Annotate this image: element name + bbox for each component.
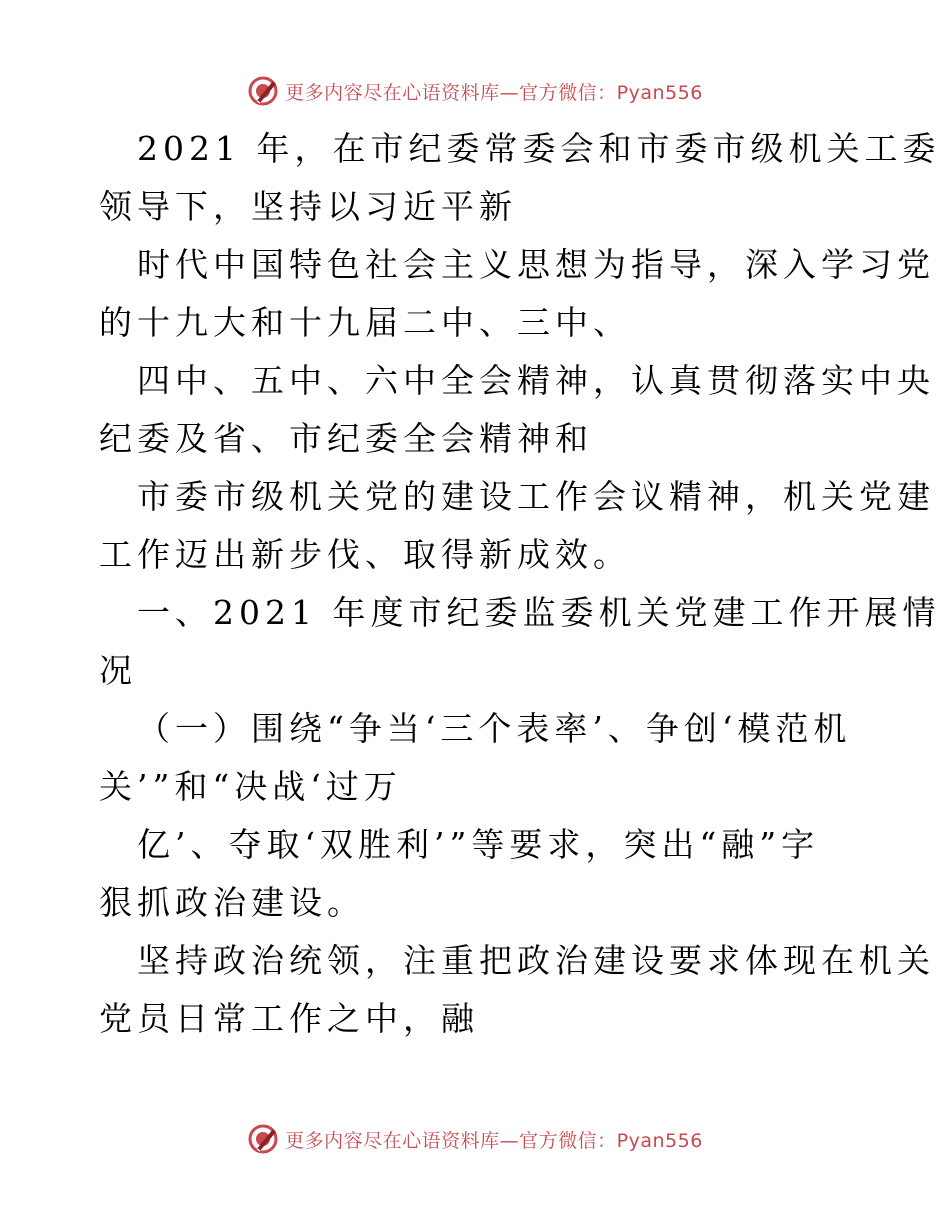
- text-line: 市委市级机关党的建设工作会议精神，机关党建: [137, 477, 935, 516]
- subsection-heading-cont: [99, 816, 859, 932]
- text-line: 纪委及省、市纪委全会精神和: [99, 419, 593, 458]
- text-line: 领导下，坚持以习近平新: [99, 187, 517, 226]
- header-watermark: [0, 71, 950, 111]
- pen-logo-icon: [247, 1123, 279, 1155]
- text-line: 的十九大和十九届二中、三中、: [99, 303, 631, 342]
- paragraph: [99, 352, 935, 468]
- text-line: 亿’、夺取‘双胜利’”等要求，突出“融”字: [137, 825, 820, 864]
- watermark-text: 更多内容尽在心语资料库—官方微信：Pyan556: [285, 81, 703, 104]
- paragraph: [99, 236, 935, 352]
- section-heading: [99, 584, 941, 700]
- text-line: 党员日常工作之中，融: [99, 999, 479, 1038]
- text-line: （一）围绕“争当‘三个表率’、争创‘模范机: [137, 709, 852, 748]
- text-line: 四中、五中、六中全会精神，认真贯彻落实中央: [137, 361, 935, 400]
- paragraph: [99, 932, 935, 1048]
- text-line: 况: [99, 651, 137, 690]
- text-line: 关’”和“决战‘过万: [99, 767, 402, 806]
- footer-watermark: [0, 1119, 950, 1159]
- document-body: [99, 120, 941, 1048]
- text-line: 工作迈出新步伐、取得新成效。: [99, 535, 631, 574]
- text-line: 2021 年，在市纪委常委会和市委市级机关工委: [137, 129, 941, 168]
- paragraph: [99, 120, 941, 236]
- text-line: 一、2021 年度市纪委监委机关党建工作开展情: [137, 593, 941, 632]
- watermark-text: 更多内容尽在心语资料库—官方微信：Pyan556: [285, 1129, 703, 1152]
- text-line: 时代中国特色社会主义思想为指导，深入学习党: [137, 245, 935, 284]
- text-line: 坚持政治统领，注重把政治建设要求体现在机关: [137, 941, 935, 980]
- subsection-heading: [99, 700, 859, 816]
- paragraph: [99, 468, 935, 584]
- pen-logo-icon: [247, 75, 279, 107]
- text-line: 狠抓政治建设。: [99, 883, 365, 922]
